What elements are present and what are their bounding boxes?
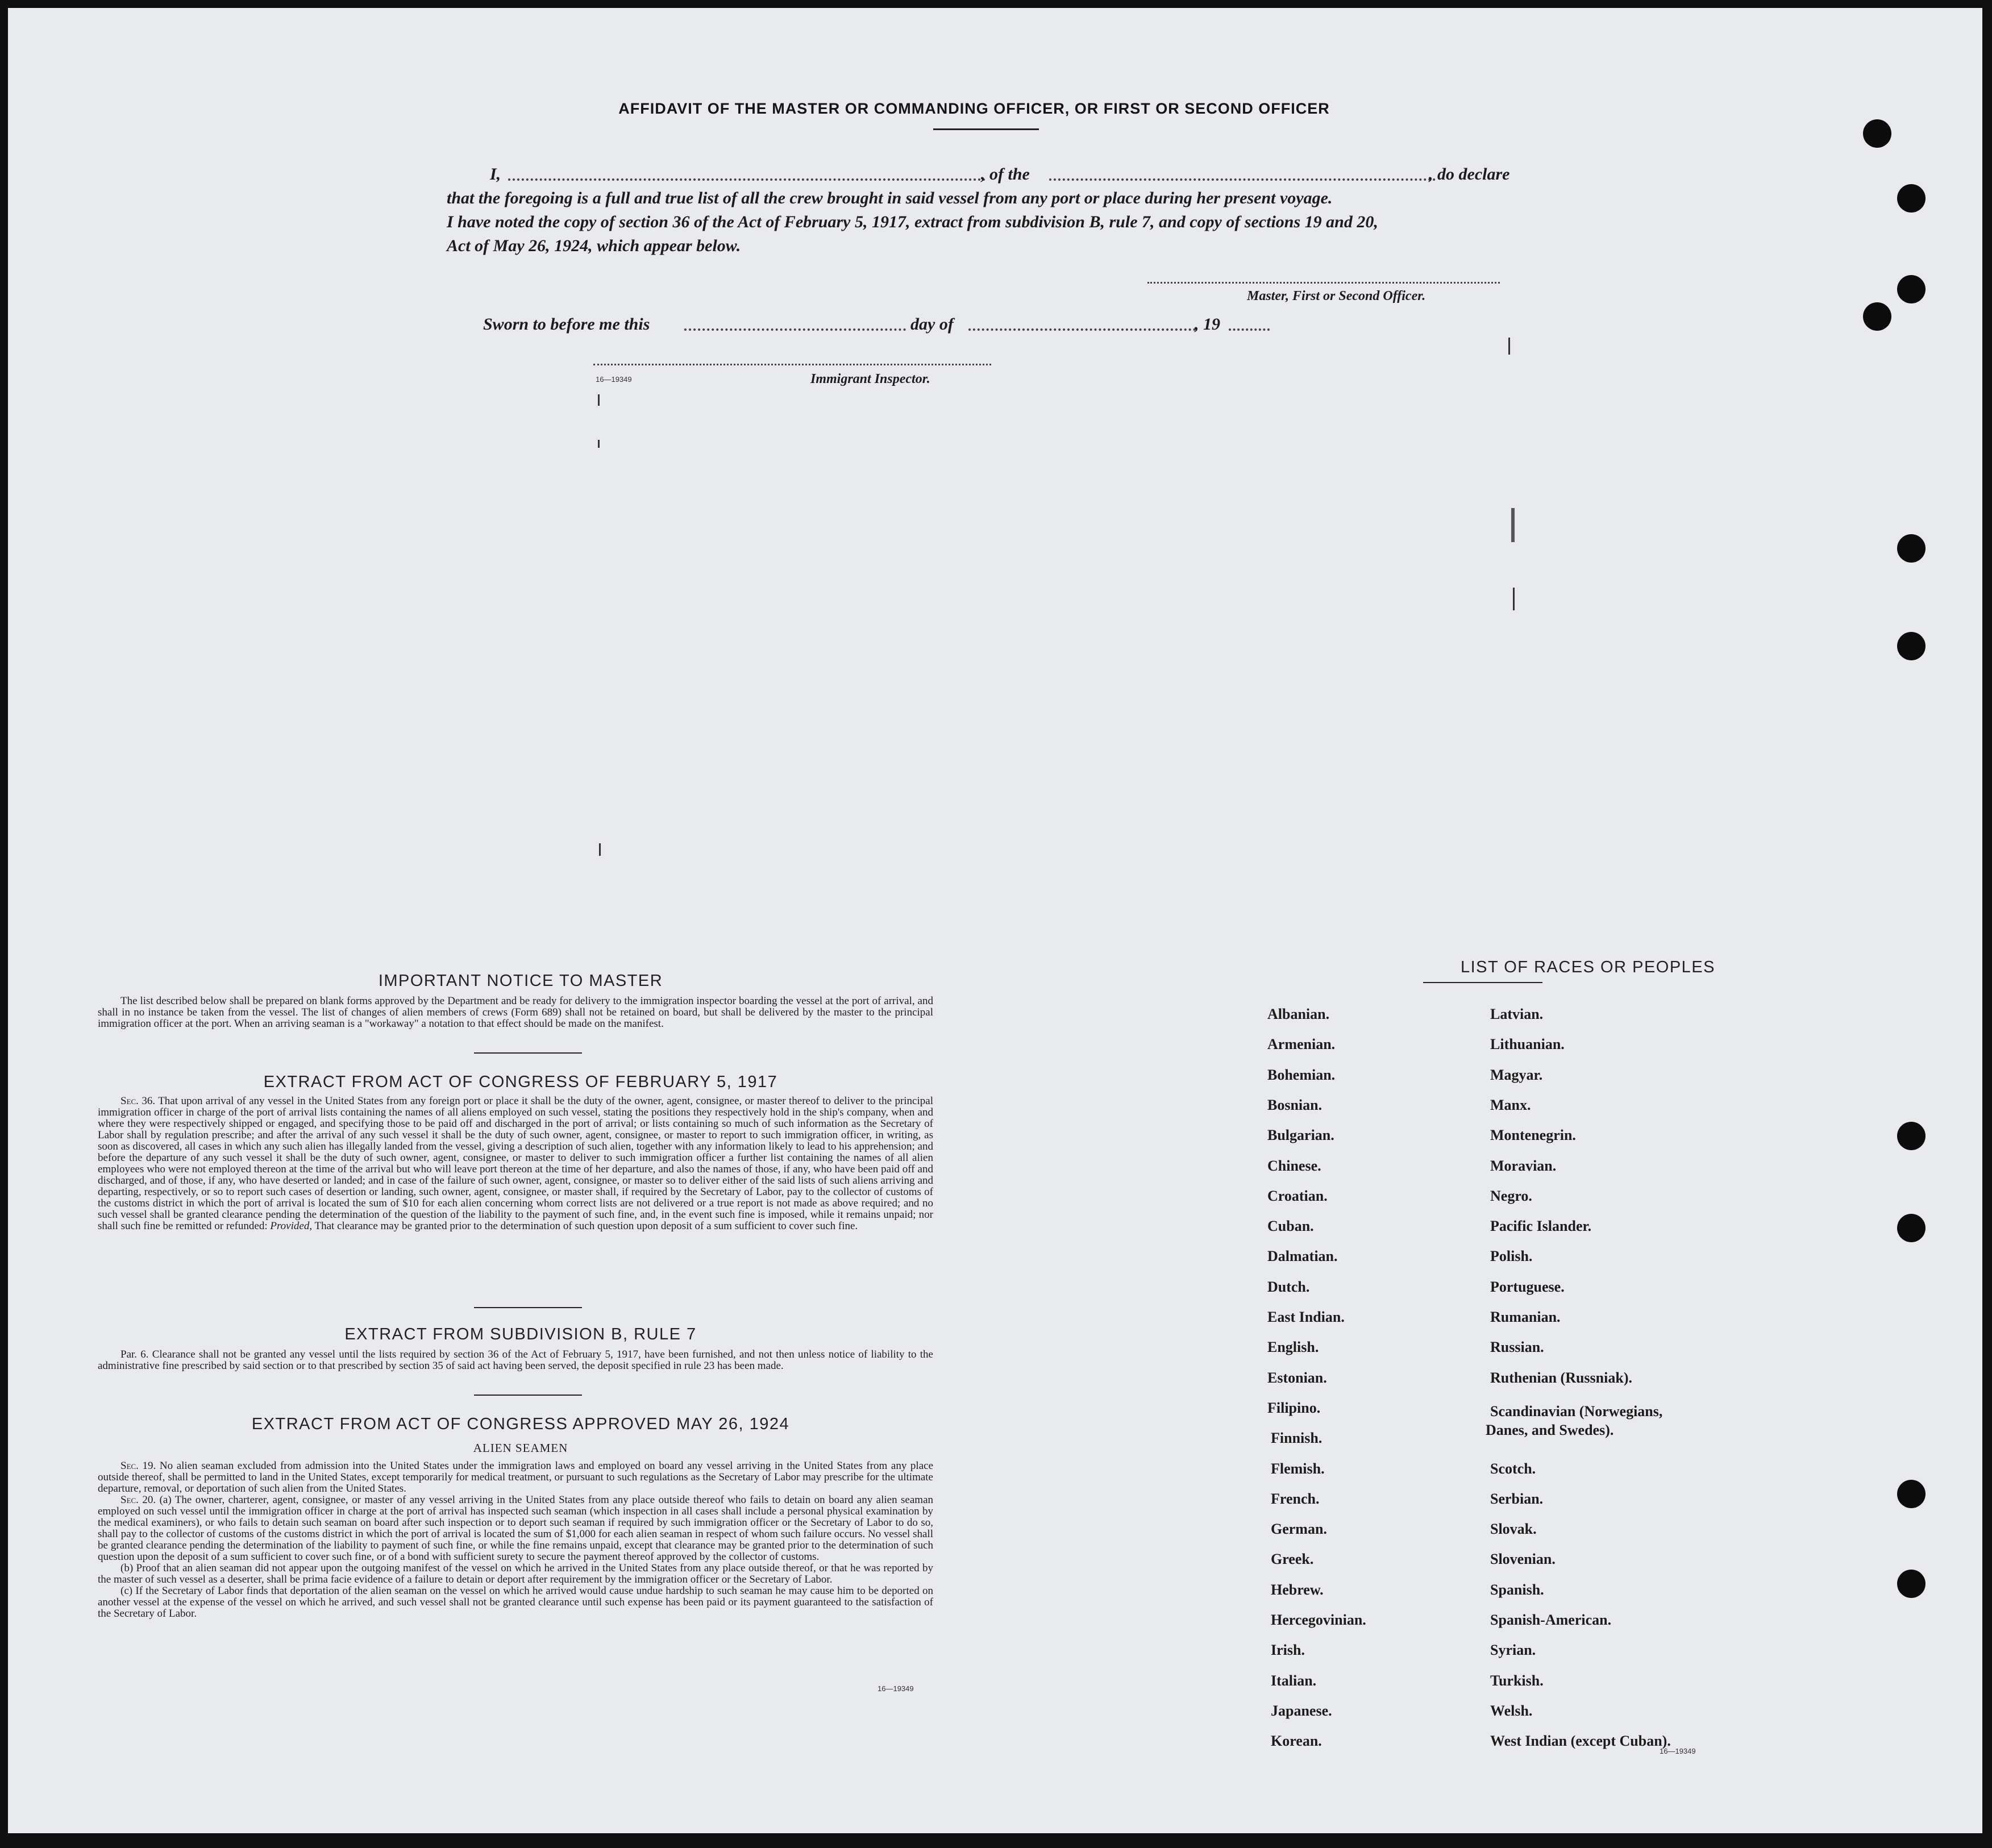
extract-rule7-title: EXTRACT FROM SUBDIVISION B, RULE 7 [344,1325,697,1343]
race-item: Hercegovinian. [1271,1612,1366,1628]
race-item: Moravian. [1490,1158,1557,1174]
race-item: Slovak. [1490,1521,1537,1537]
race-item: Croatian. [1267,1188,1328,1204]
race-item: Negro. [1490,1188,1532,1204]
race-item: Chinese. [1267,1158,1321,1174]
master-signature-label: Master, First or Second Officer. [1247,289,1426,303]
master-signature-field[interactable] [1147,282,1500,284]
form-sheet [8,8,1982,1833]
form-number-right: 16—19349 [1660,1747,1696,1755]
sec-36-text: That upon arrival of any vessel in the United States from any foreign port or place it shall be the duty of the owner, agent, consignee, or master thereof to deliver to the principal immigration officer in charge of the port of arrival lists containing the names of all aliens employed on such vessel, stating the positions they respectively hold in the ship's company, when and where they were respectively shipped or engaged, and specifying those to be paid off and discharged in the port of arrival; or lists containing so much of such information as the Secretary of Labor shall by regulation prescribe; and after the arrival of any such vessel it shall be the duty of such owner, agent, consignee, or master to report to such immigration officer, in writing, as soon as discovered, all cases in which any such alien has illegally landed from the vessel, giving a description of such alien, together with any information likely to lead to his apprehension; and before the departure of any such vessel it shall be the duty of such owner, agent, consignee, or master to deliver to such immigration officer a further list containing the names of all alien employees who were not employed thereon at the time of the arrival but who will leave port thereon at the time of her departure, and also the names of those, if any, who have been paid off and discharged, and of those, if any, who have deserted or landed; and in case of the failure of such owner, agent, consignee, or master so to deliver either of the said lists of such aliens arriving and departing, respectively, or so to report such cases of desertion or landing, such owner, agent, consignee, or master shall, if required by the Secretary of Labor, pay to the collector of customs of the customs district in which the port of arrival is located the sum of $10 for each alien concerning whom correct lists are not delivered or a true report is not made as above required; and no such vessel shall be granted clearance pending the determination of the question of the liability to the payment of such fine, and, in the event such fine is imposed, while it remains unpaid; nor shall such fine be remitted or refunded: [98,1095,933,1232]
punch-hole [1897,275,1926,303]
race-item: Flemish. [1271,1460,1325,1477]
race-item-scandinavian-cont: Danes, and Swedes). [1486,1422,1614,1438]
race-item: Bosnian. [1267,1097,1323,1113]
punch-hole [1863,302,1891,331]
notice-title: IMPORTANT NOTICE TO MASTER [378,972,663,990]
sworn-label: Sworn to before me this [483,315,650,334]
race-item: Scandinavian (Norwegians, [1490,1403,1663,1420]
extract-1924-title: EXTRACT FROM ACT OF CONGRESS APPROVED MAY 26, 1924 [251,1415,790,1433]
race-item: Greek. [1271,1551,1314,1567]
race-item: Russian. [1490,1339,1544,1355]
inspector-label: Immigrant Inspector. [810,372,930,386]
race-item: Spanish. [1490,1581,1544,1598]
sec-36-label: Sec. 36. [120,1095,156,1107]
affidavit-line-3: I have noted the copy of section 36 of the Act of February 5, 1917, extract from subdivision B, rule 7, and copy of sections 19 and 20, [447,213,1378,231]
punch-hole [1897,1122,1926,1150]
race-item: Japanese. [1271,1703,1332,1719]
race-item: West Indian (except Cuban). [1490,1733,1671,1749]
title-underline [933,128,1039,130]
race-item: French. [1271,1491,1320,1507]
fold-mark [598,394,600,406]
sworn-day-field[interactable] [684,328,906,331]
race-item: Estonian. [1267,1370,1327,1386]
punch-hole [1897,184,1926,213]
race-item: Cuban. [1267,1218,1314,1234]
race-item: Dalmatian. [1267,1248,1338,1264]
sec-36-text-end: That clearance may be granted prior to the determination of such question upon deposit of a sum sufficient to cover such fine. [314,1220,858,1232]
race-item: English. [1267,1339,1319,1355]
race-item: Korean. [1271,1733,1322,1749]
race-item: Albanian. [1267,1006,1330,1022]
races-underline [1423,982,1542,983]
fold-mark [598,440,600,448]
race-item: Armenian. [1267,1036,1336,1052]
form-number-top: 16—19349 [596,375,632,384]
notice-text: The list described below shall be prepared on blank forms approved by the Department and be ready for delivery to the immigration inspector boarding the vessel at the port of arrival, and shall in no instance be taken from the vessel. The list of changes of alien members of crews (Form 689) shall not be retained on board, but shall be delivered by the master to the principal immigration officer at the port. When an arriving seaman is a "workaway" a notation to that effect should be made on the manifest. [98,995,933,1030]
year-label: , 19 [1195,315,1220,334]
race-item: Turkish. [1490,1672,1544,1689]
affidavit-do-declare-label: , do declare [1429,165,1510,184]
sec-19-label: Sec. 19. [120,1460,156,1472]
fold-mark [1511,508,1515,542]
sec-20c-text: (c) If the Secretary of Labor finds that deportation of the alien seaman on the vessel on which he arrived would cause undue hardship to such seaman he may cause him to be deported on another vessel at the expense of the vessel on which he arrived, and such vessel shall not be granted clearance until such expense has been paid or its payment guaranteed to the satisfaction of the Secretary of Labor. [98,1585,933,1620]
race-item: Hebrew. [1271,1581,1324,1598]
punch-hole [1897,1570,1926,1598]
vessel-field[interactable] [1049,178,1436,181]
sec-19-text: No alien seaman excluded from admission into the United States under the immigration laws and employed on board any vessel arriving in the United States from any place outside thereof, shall be permitted to land in the United States, except temporarily for medical treatment, or pursuant to such regulations as the Secretary of Labor may prescribe for the ultimate departure, removal, or deportation of such alien from the United States. [98,1460,933,1495]
race-item: Lithuanian. [1490,1036,1565,1052]
name-field[interactable] [508,178,985,181]
race-item: Magyar. [1490,1067,1543,1083]
fold-mark [1513,588,1515,610]
punch-hole [1897,632,1926,660]
punch-hole [1863,119,1891,148]
divider [474,1052,582,1054]
sec-20b-text: (b) Proof that an alien seaman did not appear upon the outgoing manifest of the vessel on which he arrived in the United States from any place outside thereof, or that he was reported by the master of such vessel as a deserter, shall be prima facie evidence of a failure to detain or deport after requirement by the immigration officer or the Secretary of Labor. [98,1562,933,1585]
race-item: Pacific Islander. [1490,1218,1592,1234]
races-title: LIST OF RACES OR PEOPLES [1460,958,1716,976]
day-of-label: day of [910,315,954,334]
punch-hole [1897,1480,1926,1508]
affidavit-line-2: that the foregoing is a full and true list of all the crew brought in said vessel from any port or place during her present voyage. [447,189,1333,207]
race-item: German. [1271,1521,1327,1537]
race-item: Filipino. [1267,1400,1321,1416]
sec-20a-text: (a) The owner, charterer, agent, consignee, or master of any vessel arriving in the United States from any place outside thereof who fails to detain on board any alien seaman employed on such vessel until the immigration officer in charge at the port of arrival has inspected such seaman (which inspection in all cases shall include a personal physical examination by the medical examiners), or who fails to detain such seaman on board after such inspection or to deport such seaman if required by such immigration officer or the Secretary of Labor to do so, shall pay to the collector of customs of the customs district in which the port of arrival is located the sum of $1,000 for each alien seaman in respect of whom such failure occurs. No vessel shall be granted clearance pending the determination of the liability to payment of such fine, or while the fine remains unpaid, except that clearance may be granted prior to the determination of such question upon the deposit of a sum sufficient to cover such fine, or of a bond with sufficient surety to secure the payment thereof approved by the collector of customs. [98,1494,934,1563]
punch-hole [1897,1214,1926,1242]
race-item: Rumanian. [1490,1309,1561,1325]
race-item: Welsh. [1490,1703,1533,1719]
race-item: Polish. [1490,1248,1533,1264]
affidavit-i-label: I, [490,165,501,184]
sworn-month-field[interactable] [968,328,1196,331]
race-item: Bohemian. [1267,1067,1336,1083]
race-item: Serbian. [1490,1491,1544,1507]
race-item: Portuguese. [1490,1279,1565,1295]
race-item: Montenegrin. [1490,1127,1576,1143]
race-item: Latvian. [1490,1006,1544,1022]
provided-label: Provided, [270,1220,313,1232]
extract-1924-text [98,1460,933,1620]
race-item: Slovenian. [1490,1551,1556,1567]
inspector-signature-field[interactable] [593,364,991,365]
race-item: Ruthenian (Russniak). [1490,1370,1632,1386]
divider [474,1307,582,1308]
race-item: Italian. [1271,1672,1317,1689]
race-item: Bulgarian. [1267,1127,1334,1143]
fold-mark [599,843,601,856]
sworn-year-field[interactable] [1229,328,1270,331]
race-item: Dutch. [1267,1279,1310,1295]
race-item: Irish. [1271,1642,1305,1658]
extract-rule7-text: Par. 6. Clearance shall not be granted any vessel until the lists required by section 36 of the Act of February 5, 1917, have been furnished, and not then unless notice of liability to the administrative fine prescribed by said section or to that prescribed by section 35 of said act having been served, the deposit specified in rule 23 has been made. [98,1348,933,1372]
race-item: Spanish-American. [1490,1612,1612,1628]
form-number-left: 16—19349 [878,1684,914,1693]
affidavit-of-the-label: , of the [981,165,1030,184]
affidavit-line-4: Act of May 26, 1924, which appear below. [447,236,741,255]
divider [474,1395,582,1396]
extract-1917-text [98,1096,933,1232]
extract-1917-title: EXTRACT FROM ACT OF CONGRESS OF FEBRUARY 5, 1917 [263,1073,778,1091]
sec-20-label: Sec. 20. [120,1494,156,1506]
race-item: Scotch. [1490,1460,1536,1477]
race-item: Finnish. [1271,1430,1323,1446]
race-item: Syrian. [1490,1642,1536,1658]
alien-seamen-subtitle: ALIEN SEAMEN [473,1441,568,1455]
race-item: East Indian. [1267,1309,1345,1325]
fold-mark [1508,338,1510,355]
affidavit-title: AFFIDAVIT OF THE MASTER OR COMMANDING OFFICER, OR FIRST OR SECOND OFFICER [618,100,1330,117]
race-item: Manx. [1490,1097,1531,1113]
punch-hole [1897,534,1926,563]
